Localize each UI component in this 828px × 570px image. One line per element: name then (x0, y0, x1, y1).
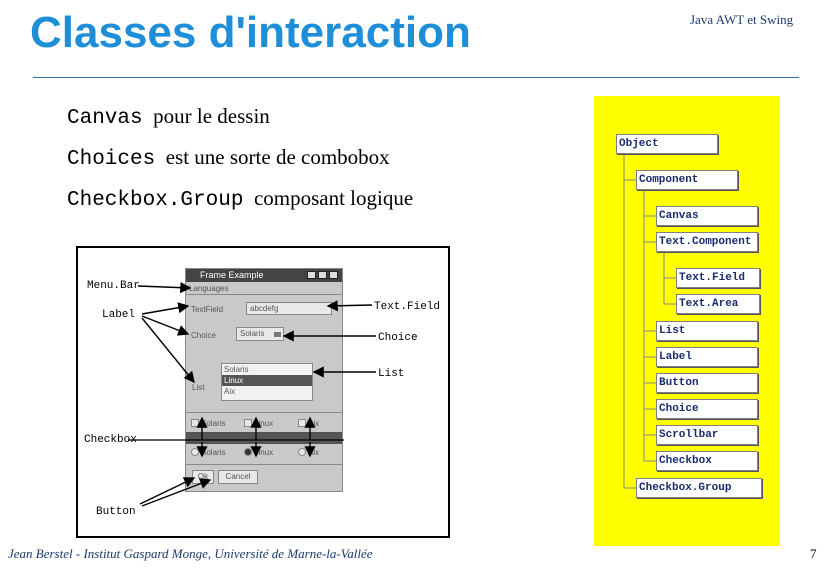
class-button: Button (656, 373, 758, 393)
arrow-label-list (142, 318, 194, 382)
frame-example-figure (76, 246, 450, 538)
class-textfield: Text.Field (676, 268, 760, 288)
label-label: Label (102, 309, 136, 321)
textfield-caption: TextField (191, 305, 224, 314)
header-divider (33, 77, 799, 78)
footer-credit: Jean Berstel - Institut Gaspard Monge, Université de Marne-la-Vallée (8, 546, 373, 561)
course-title: Java AWT et Swing (690, 12, 794, 27)
textfield-label: Text.Field (374, 301, 441, 313)
bullet-text: composant logique (253, 186, 414, 210)
list-item-selected[interactable]: Linux (222, 375, 312, 386)
callout-arrows (78, 248, 448, 536)
bullet-checkboxgroup (67, 186, 413, 212)
list-label: List (378, 368, 405, 380)
ok-button[interactable]: Ok (192, 470, 214, 484)
choice-label: Choice (378, 332, 418, 344)
list-item[interactable]: Solaris (224, 365, 249, 374)
choice-caption: Choice (191, 331, 216, 340)
cancel-button[interactable]: Cancel (218, 470, 258, 484)
class-hierarchy (594, 96, 780, 546)
bullet-canvas (67, 104, 270, 130)
window-titlebar: Frame Example (186, 269, 342, 282)
checkbox-text: Aix (308, 419, 320, 428)
menu-languages[interactable]: Languages (189, 284, 229, 293)
list-item[interactable]: Aix (224, 387, 236, 396)
class-textarea: Text.Area (676, 294, 760, 314)
arrow-label-choice (142, 316, 188, 334)
arrow-button-ok (140, 478, 194, 504)
bullet-text: pour le dessin (153, 104, 270, 128)
class-checkboxgroup: Checkbox.Group (636, 478, 762, 498)
button-label: Button (96, 506, 136, 518)
arrow-button-cancel (142, 480, 210, 506)
textfield-input[interactable]: abcdefg (246, 302, 332, 315)
radio-text: Solaris (201, 448, 226, 457)
bullet-choices (67, 145, 390, 171)
checkbox-text: Solaris (201, 419, 226, 428)
page-number: 7 (810, 546, 817, 561)
bullet-text: est une sorte de combobox (165, 145, 390, 169)
class-label: Label (656, 347, 758, 367)
class-checkbox: Checkbox (656, 451, 758, 471)
checkbox-label: Checkbox (84, 434, 137, 446)
class-object: Object (616, 134, 718, 154)
menubar-label: Menu.Bar (87, 280, 140, 292)
class-list: List (656, 321, 758, 341)
class-component: Component (636, 170, 738, 190)
class-choice: Choice (656, 399, 758, 419)
arrow-label-textfield (142, 306, 188, 314)
arrow-textfield (328, 305, 372, 306)
radio-text: Aix (308, 448, 320, 457)
list-caption: List (192, 383, 205, 392)
arrow-menubar (138, 286, 190, 288)
code-term: Checkbox.Group (67, 189, 244, 212)
radio-text: Linux (254, 448, 274, 457)
page-title: Classes d'interaction (30, 8, 471, 57)
code-term: Canvas (67, 107, 143, 130)
class-canvas: Canvas (656, 206, 758, 226)
class-textcomponent: Text.Component (656, 232, 758, 252)
class-scrollbar: Scrollbar (656, 425, 758, 445)
code-term: Choices (67, 148, 156, 171)
choice-value: Solaris (240, 329, 265, 338)
checkbox-text: Linux (254, 419, 274, 428)
